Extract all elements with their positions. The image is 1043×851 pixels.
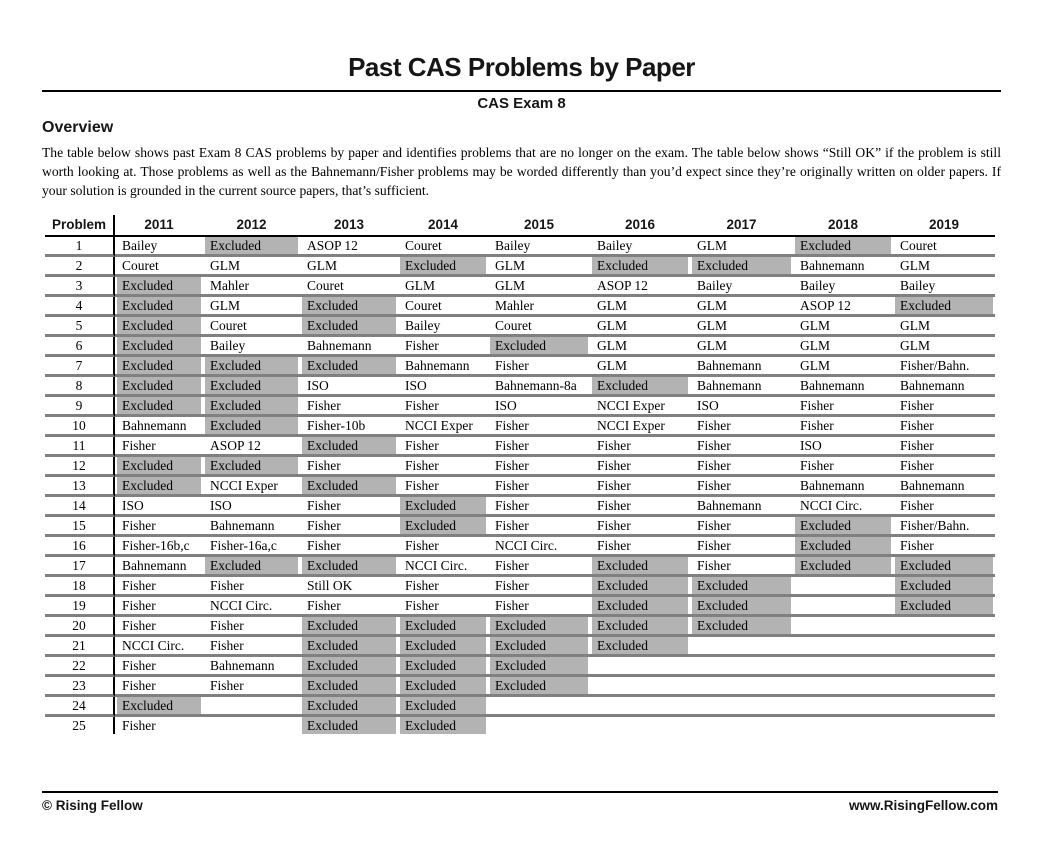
table-cell: Fisher — [115, 517, 203, 537]
table-cell: Fisher — [398, 537, 488, 557]
table-cell: Fisher — [590, 437, 690, 457]
column-header-year: 2015 — [488, 215, 590, 237]
table-cell: Excluded — [300, 637, 398, 657]
table-cell: Excluded — [590, 257, 690, 277]
table-cell: Excluded — [115, 297, 203, 317]
table-cell: ISO — [398, 377, 488, 397]
table-cell: Bailey — [115, 237, 203, 257]
table-cell: Fisher — [300, 497, 398, 517]
table-cell: Fisher — [115, 577, 203, 597]
table-cell: Bahnemann — [690, 357, 793, 377]
problems-table — [45, 215, 995, 734]
table-cell: Excluded — [300, 437, 398, 457]
table-row — [45, 277, 995, 297]
table-row — [45, 657, 995, 677]
problem-number: 16 — [45, 537, 115, 557]
table-row — [45, 697, 995, 717]
table-cell: Excluded — [115, 277, 203, 297]
table-cell: Fisher — [122, 718, 156, 734]
table-cell: Fisher — [893, 417, 995, 437]
table-cell: Fisher — [793, 397, 893, 417]
table-cell: GLM — [398, 277, 488, 297]
table-cell: Fisher — [488, 357, 590, 377]
table-cell — [893, 637, 995, 657]
table-cell: GLM — [690, 337, 793, 357]
problem-number: 3 — [45, 277, 115, 297]
table-cell: Excluded — [300, 317, 398, 337]
table-row — [45, 237, 995, 257]
table-cell: Bahnemann — [203, 517, 300, 537]
problem-number: 11 — [45, 437, 115, 457]
problem-number: 17 — [45, 557, 115, 577]
page-footer — [42, 791, 998, 813]
table-cell: Bahnemann — [690, 377, 793, 397]
website-url: www.RisingFellow.com — [848, 798, 998, 813]
table-cell: Excluded — [300, 677, 398, 697]
table-cell: GLM — [793, 317, 893, 337]
table-cell: Excluded — [590, 577, 690, 597]
table-cell — [793, 717, 893, 734]
table-row — [45, 357, 995, 377]
table-cell: Fisher-16a,c — [203, 537, 300, 557]
table-row — [45, 457, 995, 477]
table-cell: Excluded — [893, 557, 995, 577]
table-cell: Fisher — [398, 337, 488, 357]
table-row — [45, 257, 995, 277]
table-cell: Mahler — [203, 277, 300, 297]
table-cell: Fisher — [115, 437, 203, 457]
table-cell: Excluded — [590, 637, 690, 657]
table-cell: Excluded — [893, 297, 995, 317]
table-cell: Fisher — [488, 557, 590, 577]
problem-number: 13 — [45, 477, 115, 497]
table-cell: GLM — [590, 297, 690, 317]
table-cell: Bailey — [398, 317, 488, 337]
table-cell — [590, 697, 690, 717]
problem-number: 25 — [45, 717, 115, 734]
table-row — [45, 397, 995, 417]
table-cell: Fisher — [300, 517, 398, 537]
table-cell: Excluded — [590, 617, 690, 637]
problem-number: 12 — [45, 457, 115, 477]
table-cell: GLM — [203, 257, 300, 277]
table-cell: NCCI Circ. — [115, 637, 203, 657]
table-cell: Excluded — [115, 697, 203, 717]
table-cell — [488, 697, 590, 717]
table-cell: Bahnemann — [893, 477, 995, 497]
table-cell: Fisher — [300, 537, 398, 557]
table-cell: Excluded — [115, 357, 203, 377]
table-cell: Fisher — [793, 457, 893, 477]
table-cell: GLM — [793, 357, 893, 377]
table-cell: Bahnemann — [203, 657, 300, 677]
table-cell: Excluded — [115, 477, 203, 497]
table-cell: Fisher — [398, 577, 488, 597]
table-cell: GLM — [893, 337, 995, 357]
problem-number: 7 — [45, 357, 115, 377]
column-header-year: 2016 — [590, 215, 690, 237]
table-cell: Excluded — [203, 397, 300, 417]
table-row — [45, 377, 995, 397]
table-cell: Fisher — [398, 397, 488, 417]
table-cell: Excluded — [300, 357, 398, 377]
table-cell: Fisher — [488, 597, 590, 617]
table-cell: Fisher — [398, 477, 488, 497]
table-cell: Bailey — [690, 277, 793, 297]
table-row — [45, 617, 995, 637]
table-cell: Excluded — [300, 297, 398, 317]
column-header-year: 2013 — [300, 215, 398, 237]
table-cell: Excluded — [300, 717, 398, 734]
table-cell: Excluded — [300, 477, 398, 497]
table-cell: Excluded — [690, 617, 793, 637]
table-cell: Fisher — [690, 457, 793, 477]
table-cell: NCCI Circ. — [488, 537, 590, 557]
table-cell: ISO — [300, 377, 398, 397]
table-cell: Bailey — [793, 277, 893, 297]
table-cell: ASOP 12 — [203, 437, 300, 457]
table-cell: Fisher — [300, 457, 398, 477]
page-title: Past CAS Problems by Paper — [348, 52, 695, 82]
table-cell: Bahnemann — [793, 477, 893, 497]
table-cell: Bahnemann-8a — [488, 377, 590, 397]
column-header-year: 2018 — [793, 215, 893, 237]
table-cell: ISO — [690, 397, 793, 417]
table-row — [45, 557, 995, 577]
problem-number: 9 — [45, 397, 115, 417]
table-cell: Couret — [893, 237, 995, 257]
table-cell — [690, 717, 793, 734]
table-cell: GLM — [488, 277, 590, 297]
table-cell: Fisher — [488, 437, 590, 457]
table-row — [45, 497, 995, 517]
table-cell: Bahnemann — [690, 497, 793, 517]
table-row — [45, 297, 995, 317]
table-cell: Fisher — [398, 597, 488, 617]
table-cell: Bahnemann — [300, 337, 398, 357]
table-cell — [793, 577, 893, 597]
table-cell — [893, 657, 995, 677]
table-cell — [793, 657, 893, 677]
table-cell: Fisher — [690, 477, 793, 497]
table-cell: Fisher — [488, 577, 590, 597]
table-cell: Excluded — [300, 657, 398, 677]
problem-number: 22 — [45, 657, 115, 677]
table-row — [45, 417, 995, 437]
table-cell: Still OK — [300, 577, 398, 597]
table-row — [45, 477, 995, 497]
problem-number: 14 — [45, 497, 115, 517]
table-row — [45, 597, 995, 617]
table-cell: Bailey — [590, 237, 690, 257]
column-header-year: 2012 — [203, 215, 300, 237]
table-cell: Fisher — [488, 517, 590, 537]
table-row — [45, 537, 995, 557]
table-cell: ISO — [488, 397, 590, 417]
table-cell: Fisher — [203, 577, 300, 597]
table-cell: Fisher — [793, 417, 893, 437]
table-cell: ASOP 12 — [590, 277, 690, 297]
table-cell: Excluded — [115, 317, 203, 337]
table-cell: Excluded — [398, 677, 488, 697]
table-cell: Excluded — [488, 637, 590, 657]
table-cell: Excluded — [488, 337, 590, 357]
table-cell: NCCI Exper — [203, 477, 300, 497]
column-header-year: 2011 — [115, 215, 203, 237]
column-header-year: 2017 — [690, 215, 793, 237]
table-row — [45, 337, 995, 357]
table-cell: Fisher — [590, 497, 690, 517]
problem-number: 24 — [45, 697, 115, 717]
problem-number: 19 — [45, 597, 115, 617]
table-cell: Fisher-16b,c — [115, 537, 203, 557]
table-cell: Fisher — [300, 597, 398, 617]
table-cell: Bahnemann — [793, 377, 893, 397]
table-cell — [690, 637, 793, 657]
table-cell: Fisher/Bahn. — [893, 517, 995, 537]
table-cell: GLM — [690, 317, 793, 337]
table-cell — [793, 637, 893, 657]
table-cell: Excluded — [690, 577, 793, 597]
table-cell: Excluded — [203, 417, 300, 437]
table-cell: Excluded — [398, 517, 488, 537]
table-cell: Excluded — [893, 577, 995, 597]
table-cell — [590, 717, 690, 734]
table-cell: Excluded — [300, 557, 398, 577]
table-cell: Excluded — [300, 617, 398, 637]
problem-number: 2 — [45, 257, 115, 277]
table-cell: Excluded — [893, 597, 995, 617]
table-cell: Mahler — [488, 297, 590, 317]
table-cell: Couret — [300, 277, 398, 297]
table-cell: NCCI Circ. — [793, 497, 893, 517]
table-cell: Excluded — [398, 657, 488, 677]
table-cell: Fisher/Bahn. — [893, 357, 995, 377]
column-header-problem: Problem — [45, 215, 115, 237]
problem-number: 20 — [45, 617, 115, 637]
table-cell — [793, 697, 893, 717]
problem-number: 5 — [45, 317, 115, 337]
document-page — [0, 52, 1043, 813]
table-cell: Couret — [398, 297, 488, 317]
problem-number: 15 — [45, 517, 115, 537]
table-cell: GLM — [590, 357, 690, 377]
table-cell: Fisher — [590, 477, 690, 497]
table-cell: Excluded — [793, 537, 893, 557]
table-cell: Bailey — [488, 237, 590, 257]
table-cell: Couret — [398, 237, 488, 257]
table-cell: Excluded — [690, 597, 793, 617]
table-cell: Excluded — [488, 677, 590, 697]
table-cell: GLM — [893, 317, 995, 337]
table-cell: ISO — [793, 437, 893, 457]
table-cell: Fisher — [203, 677, 300, 697]
table-cell — [893, 617, 995, 637]
table-cell: Fisher — [488, 477, 590, 497]
table-cell: Excluded — [488, 657, 590, 677]
table-cell: Fisher — [115, 617, 203, 637]
column-header-year: 2014 — [398, 215, 488, 237]
table-cell: Bahnemann — [398, 357, 488, 377]
table-cell: NCCI Circ. — [203, 597, 300, 617]
table-cell: Excluded — [203, 377, 300, 397]
table-cell: NCCI Exper — [590, 417, 690, 437]
table-cell: Bailey — [203, 337, 300, 357]
table-cell: Fisher — [115, 597, 203, 617]
table-cell: Fisher — [488, 457, 590, 477]
table-cell: ASOP 12 — [793, 297, 893, 317]
table-cell — [690, 697, 793, 717]
table-cell: Fisher — [203, 617, 300, 637]
table-cell: Couret — [115, 257, 203, 277]
table-cell: Excluded — [398, 497, 488, 517]
table-cell: Excluded — [488, 617, 590, 637]
table-cell: Excluded — [203, 457, 300, 477]
table-cell: Excluded — [398, 617, 488, 637]
problem-number: 1 — [45, 237, 115, 257]
table-cell — [793, 617, 893, 637]
table-cell: Excluded — [793, 557, 893, 577]
table-cell: Fisher — [590, 457, 690, 477]
table-cell: Excluded — [590, 377, 690, 397]
table-cell: Fisher — [690, 537, 793, 557]
table-cell: Bahnemann — [893, 377, 995, 397]
problem-number: 23 — [45, 677, 115, 697]
table-cell: GLM — [690, 297, 793, 317]
overview-heading: Overview — [42, 119, 114, 137]
table-cell: Fisher — [690, 517, 793, 537]
table-cell: GLM — [203, 297, 300, 317]
table-cell: Fisher — [893, 497, 995, 517]
table-cell: Excluded — [300, 697, 398, 717]
table-cell: GLM — [488, 257, 590, 277]
copyright-text: © Rising Fellow — [42, 798, 143, 813]
table-cell: Couret — [203, 317, 300, 337]
table-cell: Fisher — [893, 457, 995, 477]
table-cell: GLM — [793, 337, 893, 357]
problem-number: 6 — [45, 337, 115, 357]
table-cell: NCCI Exper — [398, 417, 488, 437]
table-cell — [690, 657, 793, 677]
table-cell: Excluded — [203, 237, 300, 257]
table-cell: Bahnemann — [793, 257, 893, 277]
table-cell — [590, 677, 690, 697]
table-row — [45, 437, 995, 457]
table-cell: Excluded — [203, 357, 300, 377]
table-cell — [690, 677, 793, 697]
table-cell: Fisher — [203, 637, 300, 657]
table-cell: ISO — [115, 497, 203, 517]
table-cell: Fisher — [690, 417, 793, 437]
table-cell: Fisher — [590, 517, 690, 537]
table-row — [45, 317, 995, 337]
table-cell — [203, 697, 300, 717]
table-cell: Excluded — [398, 717, 488, 734]
table-cell: Fisher — [893, 437, 995, 457]
table-cell: Excluded — [590, 557, 690, 577]
table-cell: Excluded — [398, 637, 488, 657]
table-cell: Bahnemann — [115, 417, 203, 437]
table-header-row — [45, 215, 995, 237]
table-cell — [488, 717, 590, 734]
table-cell: Fisher — [590, 537, 690, 557]
table-row — [45, 677, 995, 697]
table-row — [45, 717, 995, 734]
table-cell: Excluded — [115, 337, 203, 357]
table-cell: Excluded — [115, 377, 203, 397]
title-divider — [42, 90, 1001, 92]
table-cell: Fisher — [398, 437, 488, 457]
overview-paragraph: The table below shows past Exam 8 CAS problems by paper and identifies problems that are no longer on the exam. The table below shows “Still OK” if the problem is still worth looking at. Those problems as well as the Bahnemann/Fisher problems may be worded differently than you’d expect since they’re originally written on older papers. If your solution is grounded in the current source papers, that’s sufficient. — [42, 145, 1001, 199]
column-header-year: 2019 — [893, 215, 995, 237]
table-row — [45, 577, 995, 597]
problems-table-body — [45, 237, 995, 734]
table-cell — [893, 717, 995, 734]
problem-number: 21 — [45, 637, 115, 657]
table-cell — [893, 697, 995, 717]
table-cell: Excluded — [398, 697, 488, 717]
table-cell: Fisher — [115, 677, 203, 697]
table-cell — [590, 657, 690, 677]
table-cell: Bahnemann — [115, 557, 203, 577]
table-cell: Excluded — [590, 597, 690, 617]
table-row — [45, 517, 995, 537]
table-cell: Fisher — [115, 657, 203, 677]
table-cell: Excluded — [793, 237, 893, 257]
table-cell: Fisher — [300, 397, 398, 417]
page-subtitle: CAS Exam 8 — [477, 95, 566, 113]
table-cell: Couret — [488, 317, 590, 337]
table-cell: ASOP 12 — [300, 237, 398, 257]
problem-number: 10 — [45, 417, 115, 437]
table-cell: GLM — [590, 337, 690, 357]
table-cell: Fisher — [690, 557, 793, 577]
table-cell: Excluded — [793, 517, 893, 537]
table-cell: Excluded — [203, 557, 300, 577]
table-cell: Fisher — [893, 537, 995, 557]
table-cell: Fisher — [398, 457, 488, 477]
problem-number: 4 — [45, 297, 115, 317]
table-cell: Bailey — [893, 277, 995, 297]
table-cell: GLM — [893, 257, 995, 277]
table-cell — [793, 677, 893, 697]
table-cell: Excluded — [690, 257, 793, 277]
problem-number: 8 — [45, 377, 115, 397]
table-cell — [793, 597, 893, 617]
table-cell: GLM — [300, 257, 398, 277]
table-cell: Fisher — [893, 397, 995, 417]
table-cell: Excluded — [115, 457, 203, 477]
table-cell: Fisher — [488, 417, 590, 437]
table-cell: NCCI Exper — [590, 397, 690, 417]
table-cell: GLM — [590, 317, 690, 337]
table-cell: Fisher — [488, 497, 590, 517]
table-cell: Excluded — [115, 397, 203, 417]
problem-number: 18 — [45, 577, 115, 597]
table-cell: GLM — [690, 237, 793, 257]
table-cell: Fisher-10b — [300, 417, 398, 437]
table-cell: ISO — [203, 497, 300, 517]
table-cell — [203, 717, 300, 734]
table-cell: Excluded — [398, 257, 488, 277]
table-cell: Fisher — [690, 437, 793, 457]
table-cell — [893, 677, 995, 697]
table-cell: NCCI Circ. — [398, 557, 488, 577]
table-row — [45, 637, 995, 657]
